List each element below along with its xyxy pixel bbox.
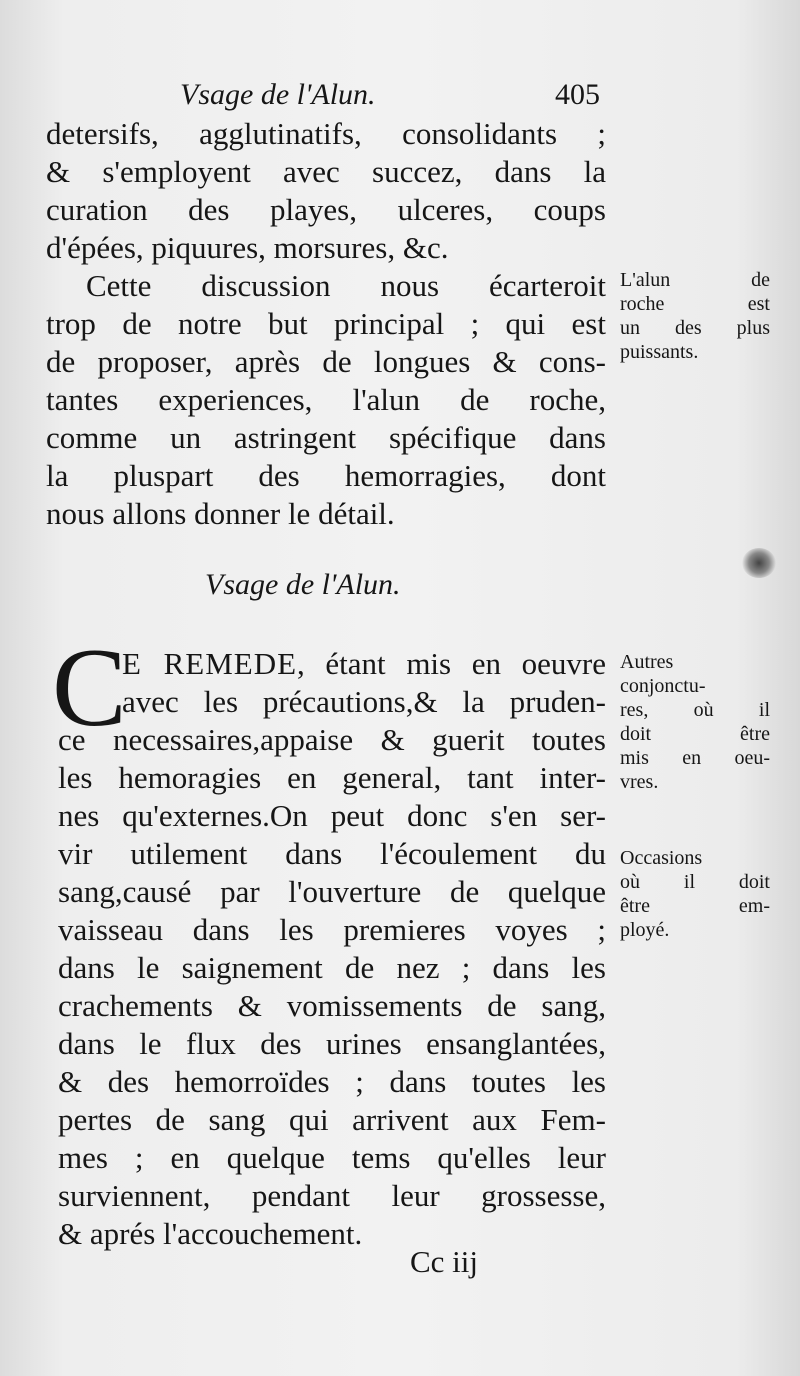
- text-line: de proposer, après de longues & cons-: [46, 344, 606, 379]
- margin-note-line: conjonctu-: [620, 675, 706, 697]
- text-line: & s'employent avec succez, dans la: [46, 154, 606, 189]
- text-line: detersifs, agglutinatifs, consolidants ;: [46, 116, 606, 151]
- text-span: , étant mis en oeuvre: [297, 646, 607, 681]
- text-line: & des hemorroïdes ; dans toutes les: [58, 1064, 606, 1099]
- margin-note-line: un des plus: [620, 317, 770, 339]
- text-line: trop de notre but principal ; qui est: [46, 306, 606, 341]
- margin-note-line: res, où il: [620, 699, 770, 721]
- margin-note-line: vres.: [620, 771, 659, 793]
- margin-note-line: ployé.: [620, 919, 670, 941]
- small-caps-opening: E REMEDE: [122, 646, 298, 681]
- text-line: tantes experiences, l'alun de roche,: [46, 382, 606, 417]
- text-line: nes qu'externes.On peut donc s'en ser-: [58, 798, 606, 833]
- margin-note-line: puissants.: [620, 341, 699, 363]
- text-line: d'épées, piquures, morsures, &c.: [46, 230, 449, 265]
- ink-stain: [742, 548, 776, 578]
- text-line: surviennent, pendant leur grossesse,: [58, 1178, 606, 1213]
- text-line: dans le flux des urines ensanglantées,: [58, 1026, 606, 1061]
- text-line: sang,causé par l'ouverture de quelque: [58, 874, 606, 909]
- text-line: la pluspart des hemorragies, dont: [46, 458, 606, 493]
- running-head-title: Vsage de l'Alun.: [180, 78, 376, 111]
- text-line: mes ; en quelque tems qu'elles leur: [58, 1140, 606, 1175]
- text-line: ce necessaires,appaise & guerit toutes: [58, 722, 606, 757]
- signature-mark: Cc iij: [410, 1244, 479, 1279]
- text-line: [122, 646, 606, 682]
- text-line: vir utilement dans l'écoulement du: [58, 836, 606, 871]
- text-line: les hemoragies en general, tant inter-: [58, 760, 606, 795]
- margin-note-line: L'alun de: [620, 269, 770, 291]
- margin-note-line: où il doit: [620, 871, 770, 893]
- text-line: nous allons donner le détail.: [46, 496, 395, 531]
- margin-note-line: mis en oeu-: [620, 747, 770, 769]
- running-head: [180, 78, 600, 118]
- margin-note: [620, 268, 770, 364]
- margin-note-line: roche est: [620, 293, 770, 315]
- margin-note-line: Autres: [620, 651, 674, 673]
- text-line: dans le saignement de nez ; dans les: [58, 950, 606, 985]
- text-line: curation des playes, ulceres, coups: [46, 192, 606, 227]
- section-title: Vsage de l'Alun.: [205, 568, 401, 601]
- text-line: crachements & vomissements de sang,: [58, 988, 606, 1023]
- text-line: Cette discussion nous écarteroit: [86, 268, 606, 303]
- drop-cap: C: [52, 626, 127, 750]
- text-line: vaisseau dans les premieres voyes ;: [58, 912, 606, 947]
- margin-note-line: Occasions: [620, 847, 703, 869]
- page-number: 405: [555, 78, 600, 111]
- margin-note: [620, 846, 770, 942]
- text-line: avec les précautions,& la pruden-: [122, 684, 606, 719]
- margin-note-line: doit être: [620, 723, 770, 745]
- margin-note: [620, 650, 770, 794]
- margin-note-line: être em-: [620, 895, 770, 917]
- text-line: & aprés l'accouchement.: [58, 1216, 363, 1251]
- text-line: comme un astringent spécifique dans: [46, 420, 606, 455]
- text-line: pertes de sang qui arrivent aux Fem-: [58, 1102, 606, 1137]
